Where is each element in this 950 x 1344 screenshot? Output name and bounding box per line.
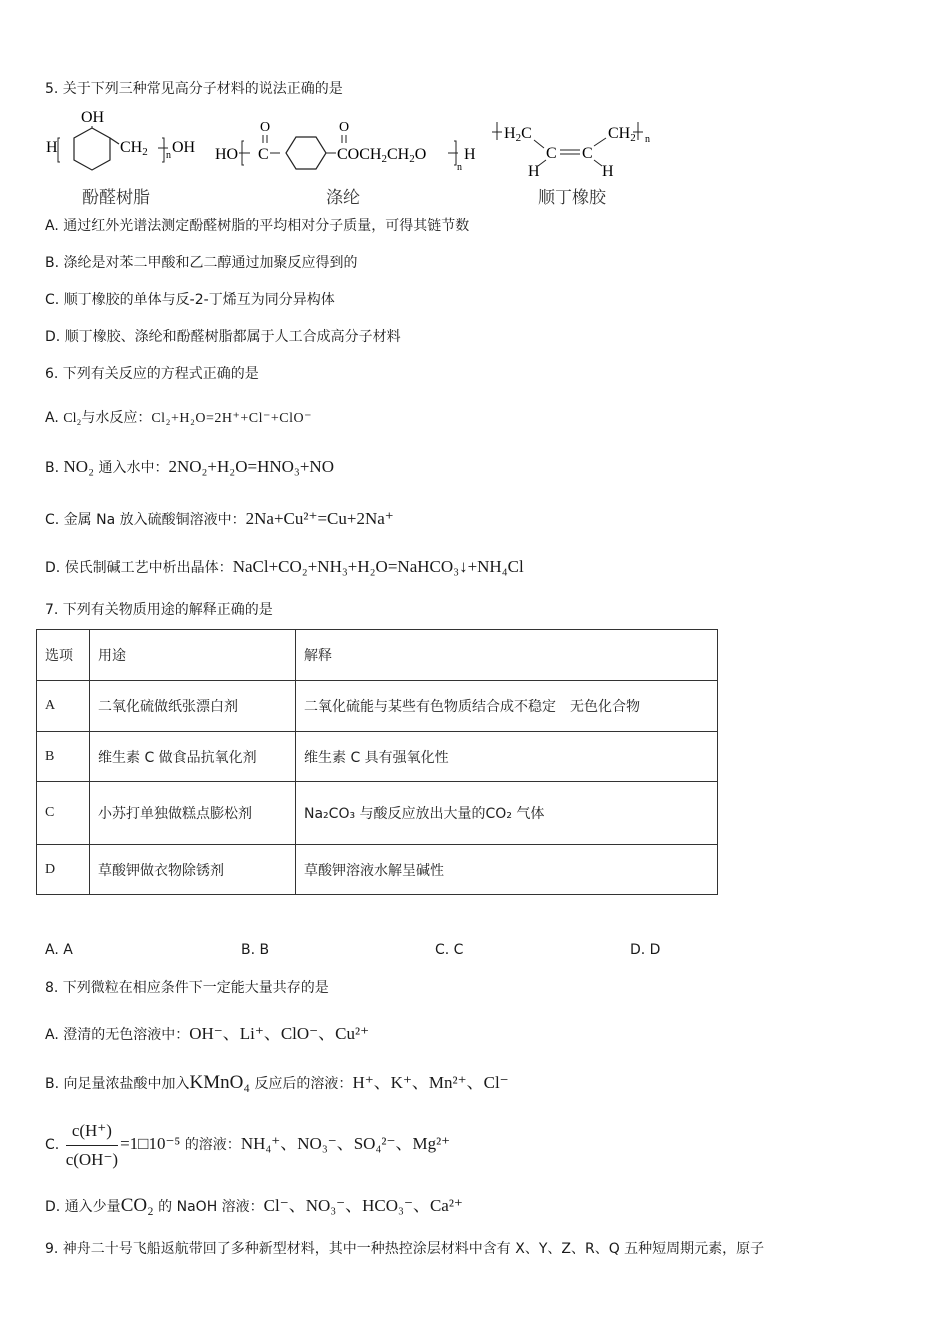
svg-text:O: O	[339, 120, 350, 135]
option-text: 通过红外光谱法测定酚醛树脂的平均相对分子质量，可得其链节数	[63, 218, 470, 234]
option-label: C.	[45, 292, 60, 308]
q6-option-d[interactable]	[45, 557, 524, 578]
option-label: B.	[45, 255, 60, 271]
svg-text:H: H	[464, 146, 476, 163]
denominator: c(OH⁻)	[65, 1149, 119, 1169]
option-label: A.	[45, 410, 59, 426]
reagent: KMnO₄	[189, 1072, 250, 1093]
header-explanation: 解释	[296, 630, 718, 681]
q5-option-b[interactable]	[45, 253, 358, 273]
q5-stem: 5. 关于下列三种常见高分子材料的说法正确的是	[45, 81, 343, 97]
option-label: D.	[45, 329, 61, 345]
cell-use: 二氧化硫做纸张漂白剂	[90, 681, 296, 732]
q8-option-a[interactable]	[45, 1024, 369, 1045]
cis-polybutadiene-label: 顺丁橡胶	[538, 188, 606, 208]
q8-option-d[interactable]	[45, 1196, 463, 1217]
table-row	[37, 681, 718, 732]
svg-text:O: O	[260, 120, 271, 135]
header-use: 用途	[90, 630, 296, 681]
q5-option-a[interactable]	[45, 216, 469, 236]
reagent: CO₂	[120, 1195, 154, 1216]
cis-polybutadiene-structure	[488, 112, 668, 180]
svg-text:H2C: H2C	[504, 125, 532, 144]
svg-text:H: H	[602, 163, 614, 180]
option-label: A.	[45, 218, 59, 234]
cell-use: 小苏打单独做糕点膨松剂	[90, 782, 296, 845]
option-text: 金属 Na 放入硫酸铜溶液中：	[63, 512, 246, 528]
formula: Cl₂	[63, 411, 82, 426]
cell-explanation: 草酸钾溶液水解呈碱性	[296, 845, 718, 895]
svg-text:H: H	[46, 139, 58, 156]
cell-explanation: 维生素 C 具有强氧化性	[296, 732, 718, 782]
option-text: 侯氏制碱工艺中析出晶体：	[64, 560, 233, 576]
q8-option-b[interactable]	[45, 1073, 509, 1094]
table-header-row	[37, 630, 718, 681]
ions: H⁺、K⁺、Mn²⁺、Cl⁻	[352, 1073, 509, 1092]
q7-table	[36, 629, 718, 895]
table-row	[37, 845, 718, 895]
q6-option-c[interactable]	[45, 509, 394, 530]
concentration-ratio	[66, 1119, 118, 1172]
option-label: D.	[45, 560, 61, 576]
cell-option: C	[37, 782, 90, 845]
svg-text:C: C	[546, 145, 557, 162]
cell-explanation: 二氧化硫能与某些有色物质结合成不稳定 无色化合物	[296, 681, 718, 732]
cell-use: 草酸钾做衣物除锈剂	[90, 845, 296, 895]
q8-stem: 8. 下列微粒在相应条件下一定能大量共存的是	[45, 980, 329, 996]
table-row	[37, 732, 718, 782]
svg-text:n: n	[166, 150, 171, 161]
formula: NO₂	[63, 457, 94, 476]
equation: NaCl+CO₂+NH₃+H₂O=NaHCO₃↓+NH₄Cl	[232, 557, 524, 576]
option-label: D.	[45, 1199, 61, 1215]
header-option: 选项	[37, 630, 90, 681]
svg-text:n: n	[457, 162, 462, 173]
option-text: 与水反应：	[81, 410, 152, 426]
option-text: 涤纶是对苯二甲酸和乙二醇通过加聚反应得到的	[63, 255, 358, 271]
ions: OH⁻、Li⁺、ClO⁻、Cu²⁺	[189, 1024, 370, 1043]
q8-option-c[interactable]	[45, 1114, 450, 1175]
q7-choice-b[interactable]: B. B	[241, 942, 270, 958]
svg-text:CH2: CH2	[608, 125, 636, 144]
q7-choice-a[interactable]: A. A	[45, 942, 73, 958]
q5-option-c[interactable]	[45, 290, 335, 310]
equation: 2Na+Cu²⁺=Cu+2Na⁺	[245, 509, 394, 528]
q6-option-a[interactable]	[45, 408, 312, 429]
svg-text:CH2: CH2	[120, 139, 148, 158]
option-text: 通入少量	[64, 1199, 121, 1215]
numerator: c(H⁺)	[66, 1119, 118, 1146]
q6-option-b[interactable]	[45, 457, 334, 478]
option-text-2: 的 NaOH 溶液：	[158, 1199, 264, 1215]
option-text: 通入水中：	[98, 460, 169, 476]
ions: Cl⁻、NO₃⁻、HCO₃⁻、Ca²⁺	[263, 1196, 463, 1215]
svg-text:OH: OH	[81, 109, 105, 126]
q6-stem: 6. 下列有关反应的方程式正确的是	[45, 366, 259, 382]
option-label: B.	[45, 460, 60, 476]
option-text: 顺丁橡胶的单体与反-2-丁烯互为同分异构体	[63, 292, 335, 308]
polyester-structure	[212, 115, 482, 175]
option-label: C.	[45, 512, 60, 528]
phenolic-resin-label: 酚醛树脂	[82, 188, 150, 208]
q7-choice-c[interactable]: C. C	[435, 942, 464, 958]
phenolic-resin-structure	[44, 104, 204, 174]
cell-option: A	[37, 681, 90, 732]
option-label: A.	[45, 1027, 59, 1043]
cell-option: B	[37, 732, 90, 782]
svg-text:n: n	[645, 134, 650, 145]
ions: NH₄⁺、NO₃⁻、SO₄²⁻、Mg²⁺	[240, 1134, 451, 1153]
option-label: C.	[45, 1137, 60, 1153]
ratio-value: =1□10⁻⁵	[120, 1134, 181, 1153]
cell-option: D	[37, 845, 90, 895]
q5-option-d[interactable]	[45, 327, 401, 347]
q7-choice-d[interactable]: D. D	[630, 942, 661, 958]
equation: 2NO₂+H₂O=HNO₃+NO	[168, 457, 334, 476]
option-text: 向足量浓盐酸中加入	[63, 1076, 190, 1092]
option-text: 的溶液：	[184, 1137, 241, 1153]
cell-use: 维生素 C 做食品抗氧化剂	[90, 732, 296, 782]
polyester-label: 涤纶	[326, 188, 360, 208]
svg-text:H: H	[528, 163, 540, 180]
svg-text:C: C	[258, 146, 269, 163]
cell-explanation: Na₂CO₃ 与酸反应放出大量的CO₂ 气体	[296, 782, 718, 845]
option-text-2: 反应后的溶液：	[254, 1076, 353, 1092]
q7-stem: 7. 下列有关物质用途的解释正确的是	[45, 602, 273, 618]
svg-text:C: C	[582, 145, 593, 162]
svg-text:HO: HO	[215, 146, 239, 163]
option-text: 顺丁橡胶、涤纶和酚醛树脂都属于人工合成高分子材料	[64, 329, 401, 345]
table-row	[37, 782, 718, 845]
q9-stem: 9. 神舟二十号飞船返航带回了多种新型材料，其中一种热控涂层材料中含有 X、Y、Z、R、Q 五种短周期元素，原子	[45, 1241, 765, 1257]
option-label: B.	[45, 1076, 60, 1092]
equation: Cl₂+H₂O=2H⁺+Cl⁻+ClO⁻	[151, 411, 312, 426]
svg-text:COCH2CH2O: COCH2CH2O	[337, 146, 427, 165]
option-text: 澄清的无色溶液中：	[63, 1027, 190, 1043]
svg-text:OH: OH	[172, 139, 196, 156]
